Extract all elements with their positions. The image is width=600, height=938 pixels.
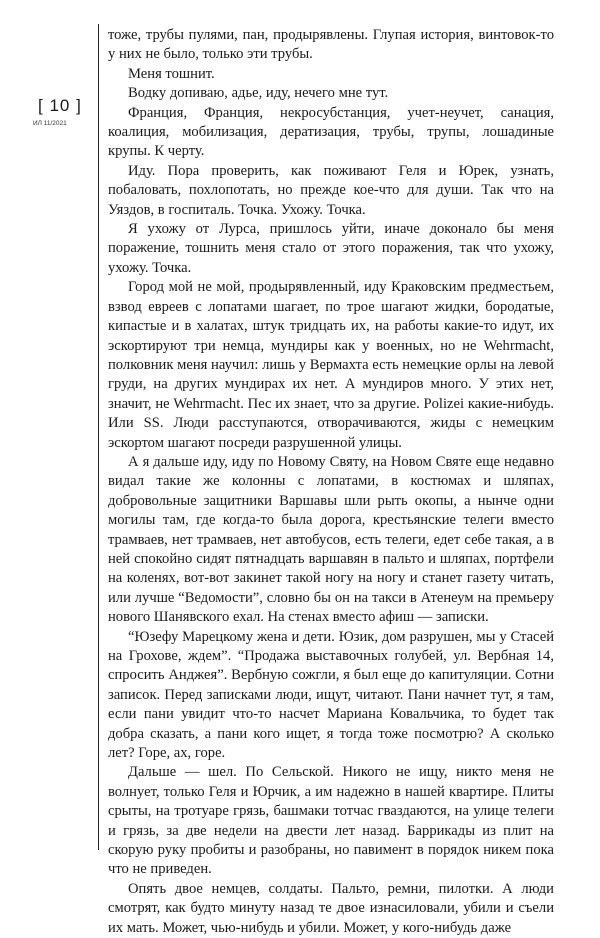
page-margin [0, 0, 108, 910]
paragraph: “Юзефу Марецкому жена и дети. Юзик, дом разрушен, мы у Стасей на Грохове, ждем”. “Продажа выставочных голубей, ул. Вербная 14, спросить Анджея”. Вербную сожгли, я был еще до капитуляции. Сотни записок. Перед записками люди, ищут, читают. Пани начнет тут, я там, если пани увидит что-то насчет Мариана Ковальчика, то будет так добра сказать, а пани кого ищет, я тогда тоже посмотрю? А сколько лет? Горе, ах, горе. [108, 628, 554, 762]
paragraph: Иду. Пора проверить, как поживают Геля и Юрек, узнать, побаловать, похлопотать, но прежде кое-что для души. Так что на Уяздов, в госпиталь. Точка. Ухожу. Точка. [108, 162, 554, 218]
issue-label: ИЛ 11/2021 [33, 120, 67, 127]
paragraph: А я дальше иду, иду по Новому Святу, на Новом Святе еще недавно видал такие же колонны с лопатами, в костюмах и шляпах, добровольные защитники Варшавы шли рыть окопы, а нынче одни могилы там, где когда-то была дорога, крестьянские телеги вместо трамваев, нет трамваев, нет автобусов, есть телеги, едет себе такая, а в ней спокойно сидят пятнадцать варшавян в пальто и шляпах, портфели на коленях, вот-вот закинет такой ногу на ногу и станет газету читать, или лучше “Ведомости”, словно бы он на такси в Атенеум на премьеру нового Шанявского ехал. На стенах вместо афиш — записки. [108, 453, 554, 626]
paragraph: Город мой не мой, продырявленный, иду Краковским предместьем, взвод евреев с лопатами шагает, по трое шагают жидки, бородатые, кипастые и в халатах, штук тридцать их, на работы какие-то идут, их эскортируют три немца, мундиры как у военных, но не Wehrmacht, полковник меня научил: лишь у Вермахта есть немецкие орлы на левой груди, на других мундирах их нет. А мундиров много. У этих нет, значит, не Wehrmacht. Пес их знает, что за другие. Polizei какие-нибудь. Или SS. Люди расступаются, отворачиваются, жиды с немецким эскортом шагают посреди разрушенной улицы. [108, 279, 554, 451]
paragraph: тоже, трубы пулями, пан, продырявлены. Глупая история, винтовок-то у них не было, только эти трубы. [108, 27, 554, 63]
paragraph: Водку допиваю, адье, иду, нечего мне тут. [128, 85, 389, 102]
paragraph: Дальше — шел. По Сельской. Никого не ищу, никто меня не волнует, только Геля и Юрчик, а им надежно в нашей квартире. Плиты срыты, на тротуаре грязь, башмаки тотчас гваздаются, на улице телеги и грязь, за две недели на двести лет назад. Баррикады из плит на скорую руку пробиты и разобраны, но павимент в порядок никем пока что не приведен. [108, 764, 554, 878]
body-text [108, 26, 554, 938]
paragraph: Франция, Франция, некросубстанция, учет-неучет, санация, коалиция, мобилизация, дератизация, трубы, трупы, лошадиные крупы. К черту. [108, 104, 554, 160]
margin-rule [98, 24, 99, 850]
page-number: [ 10 ] [38, 96, 82, 115]
paragraph: Я ухожу от Лурса, пришлось уйти, иначе доконало бы меня поражение, тошнить меня стало от этого поражения, так что ухожу, ухожу. Точка. [108, 221, 554, 276]
paragraph: Опять двое немцев, солдаты. Пальто, ремни, пилотки. А люди смотрят, как будто минуту назад те двое изнасиловали, убили и съели их мать. Может, чью-нибудь и убили. Может, у кого-нибудь даже [108, 880, 554, 936]
paragraph: Меня тошнит. [128, 65, 215, 82]
